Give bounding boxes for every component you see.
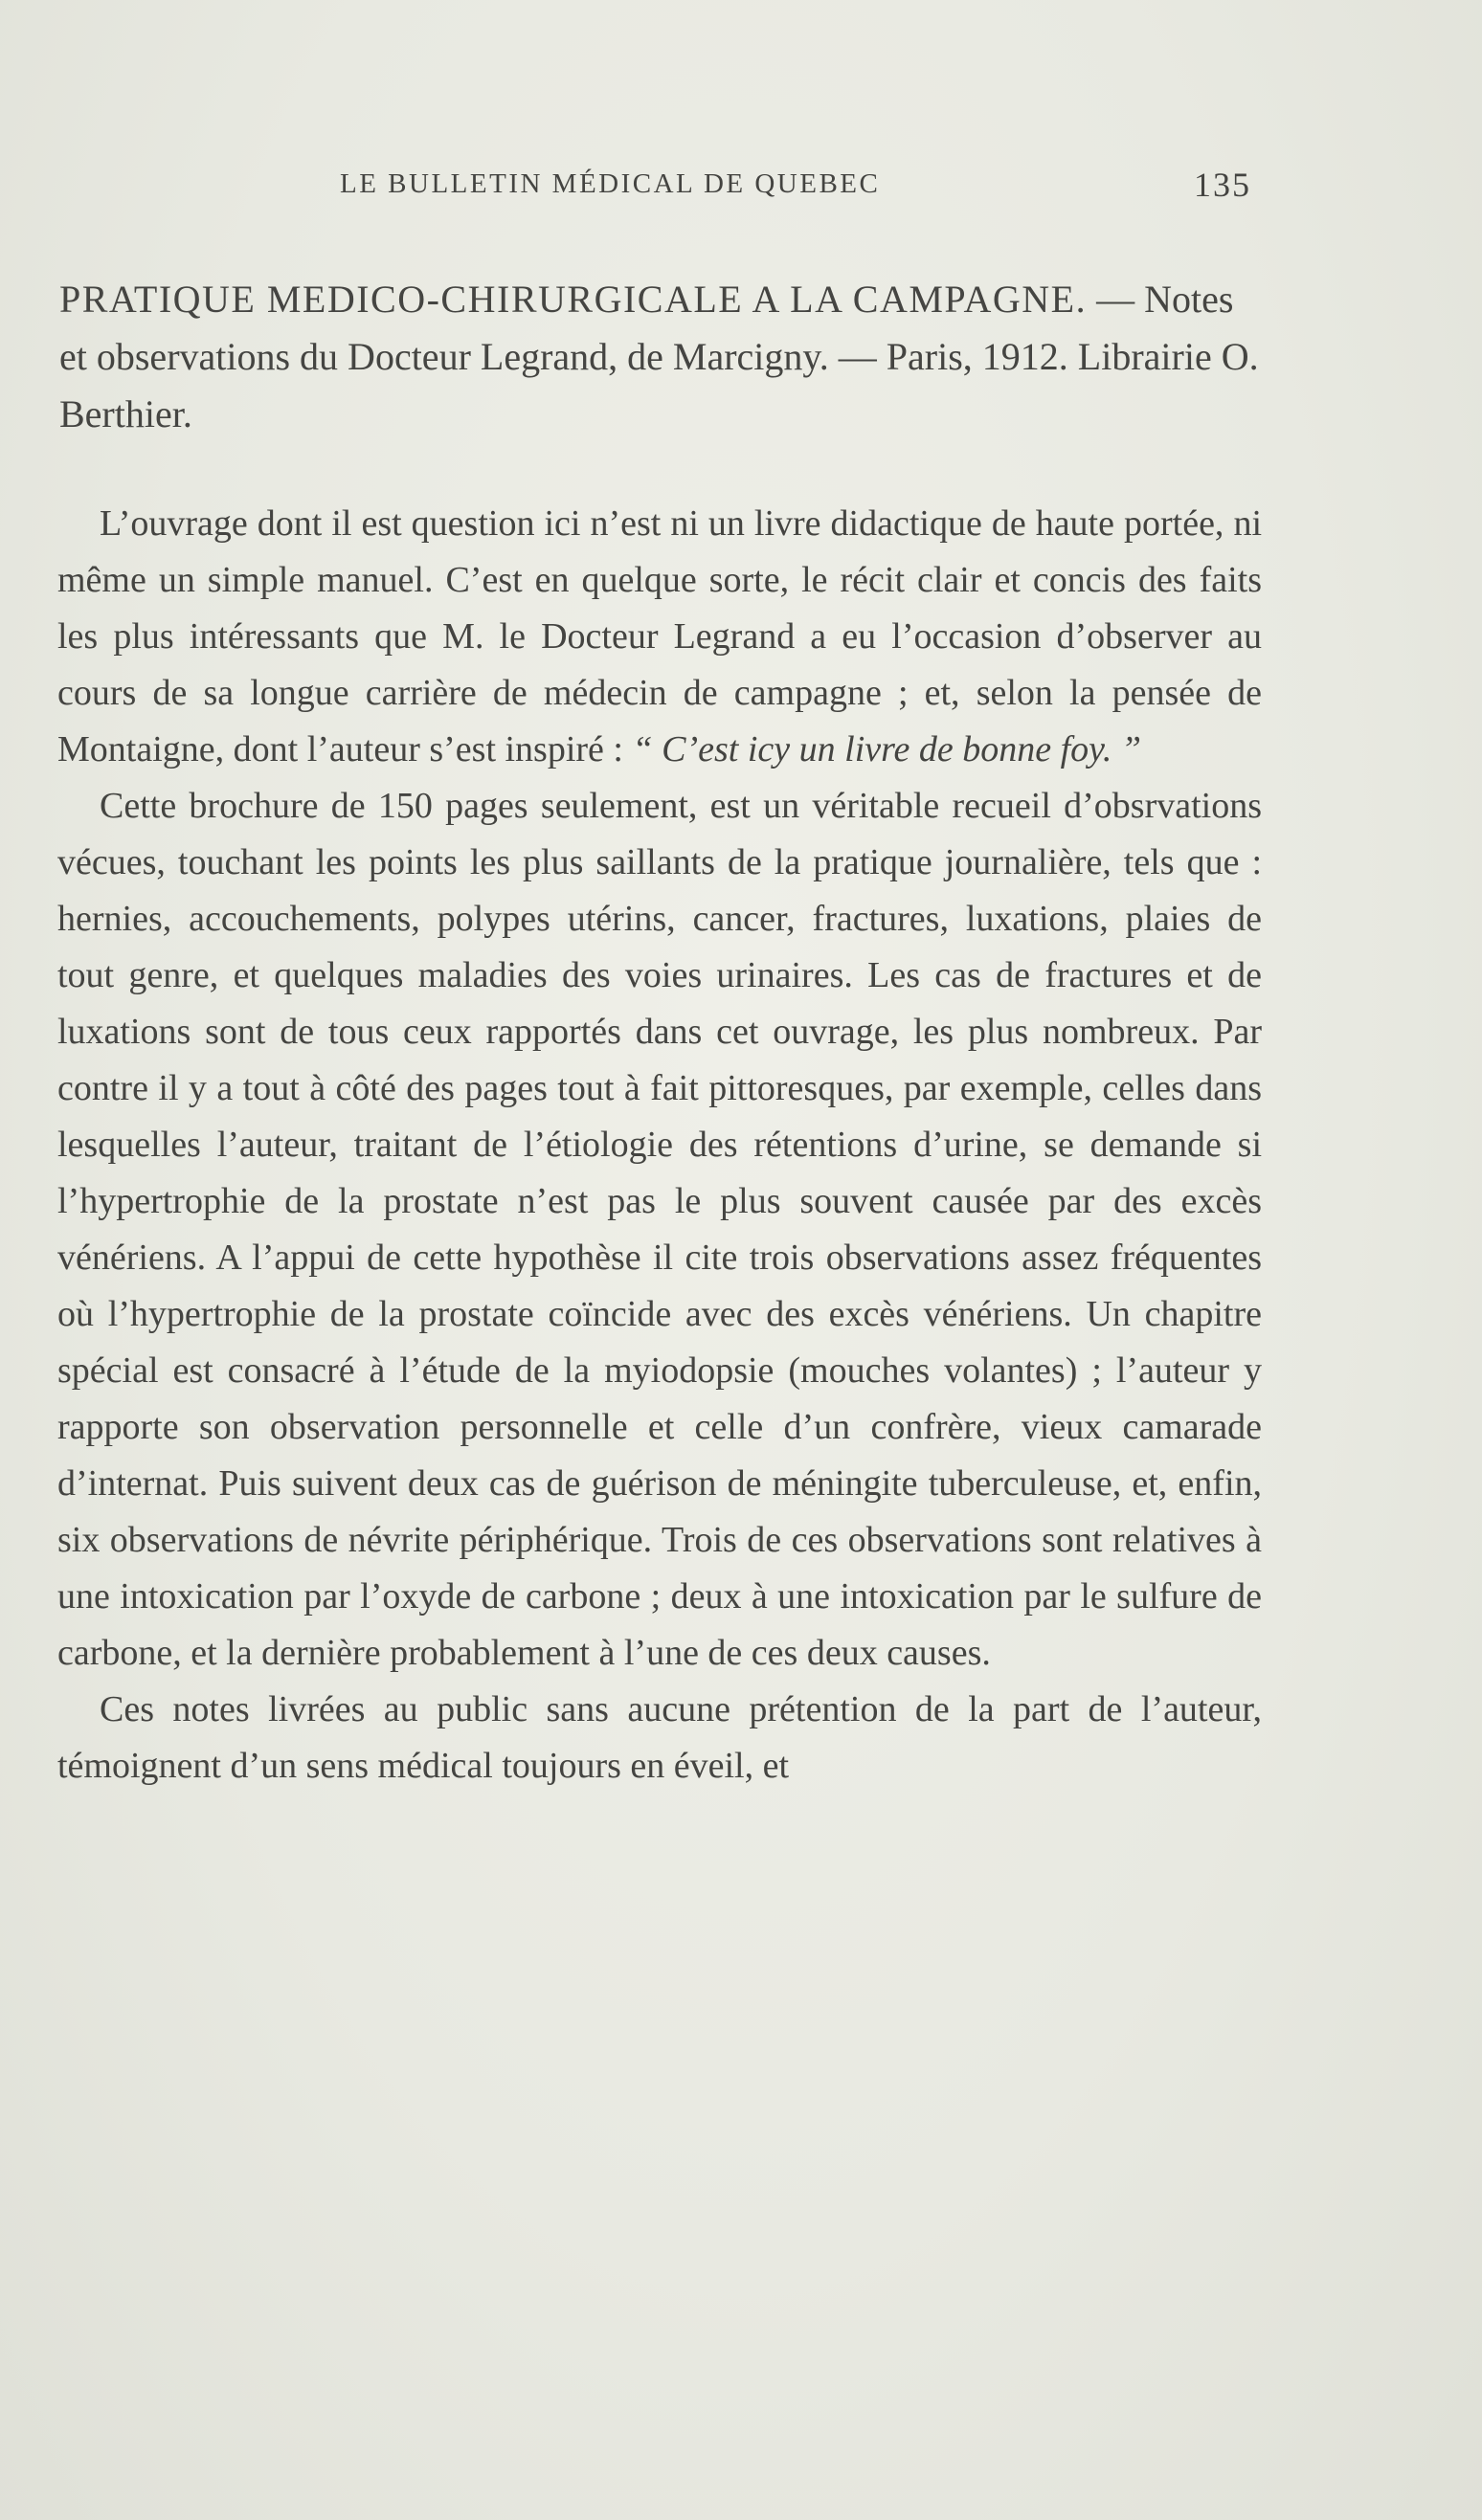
page-number: 135 bbox=[1194, 166, 1251, 204]
review-title: PRATIQUE MEDICO-CHIRURGICALE A LA CAMPAGNE. bbox=[59, 278, 1088, 321]
review-body bbox=[57, 496, 1262, 1795]
review-heading bbox=[59, 271, 1260, 443]
paragraph-text: L’ouvrage dont il est question ici n’est ni un livre didactique de haute portée, ni même un simple manuel. C’est en quelque sorte, le récit clair et concis des faits les plus intéressants que M. le Docteur Legrand a eu l’occasion d’observer au cours de sa longue carrière de médecin de campagne ; et, selon la pensée de Montaigne, dont l’auteur s’est inspiré : bbox=[57, 503, 1262, 769]
review-details: — Notes et observations du Docteur Legrand, de Marcigny. — Paris, 1912. Librairie O. Berthier. bbox=[59, 278, 1259, 435]
paragraph bbox=[57, 496, 1262, 778]
montaigne-quote: “ C’est icy un livre de bonne foy. ” bbox=[632, 729, 1142, 769]
paragraph: Cette brochure de 150 pages seulement, est un véritable recueil d’obsrvations vécues, touchant les points les plus saillants de la pratique journalière, tels que : hernies, accouchements, polypes utérins, cancer, fractures, luxations, plaies de tout genre, et quelques maladies des voies urinaires. Les cas de fractures et de luxations sont de tous ceux rapportés dans cet ouvrage, les plus nombreux. Par contre il y a tout à côté des pages tout à fait pittoresques, par exemple, celles dans lesquelles l’auteur, traitant de l’étiologie des rétentions d’urine, se demande si l’hypertrophie de la prostate n’est pas le plus souvent causée par des excès vénériens. A l’appui de cette hypothèse il cite trois observations assez fréquentes où l’hypertrophie de la prostate coïncide avec des excès vénériens. Un chapitre spécial est consacré à l’étude de la myiodopsie (mouches volantes) ; l’auteur y rapporte son observation personnelle et celle d’un confrère, vieux camarade d’internat. Puis suivent deux cas de guérison de méningite tuberculeuse, et, enfin, six observations de névrite périphérique. Trois de ces observations sont relatives à une intoxication par l’oxyde de carbone ; deux à une intoxication par le sulfure de carbone, et la dernière probablement à l’une de ces deux causes. bbox=[57, 786, 1262, 1673]
running-header: LE BULLETIN MÉDICAL DE QUEBEC bbox=[340, 168, 881, 199]
paragraph: Ces notes livrées au public sans aucune prétention de la part de l’auteur, témoignent d’un sens médical toujours en éveil, et bbox=[57, 1689, 1262, 1786]
